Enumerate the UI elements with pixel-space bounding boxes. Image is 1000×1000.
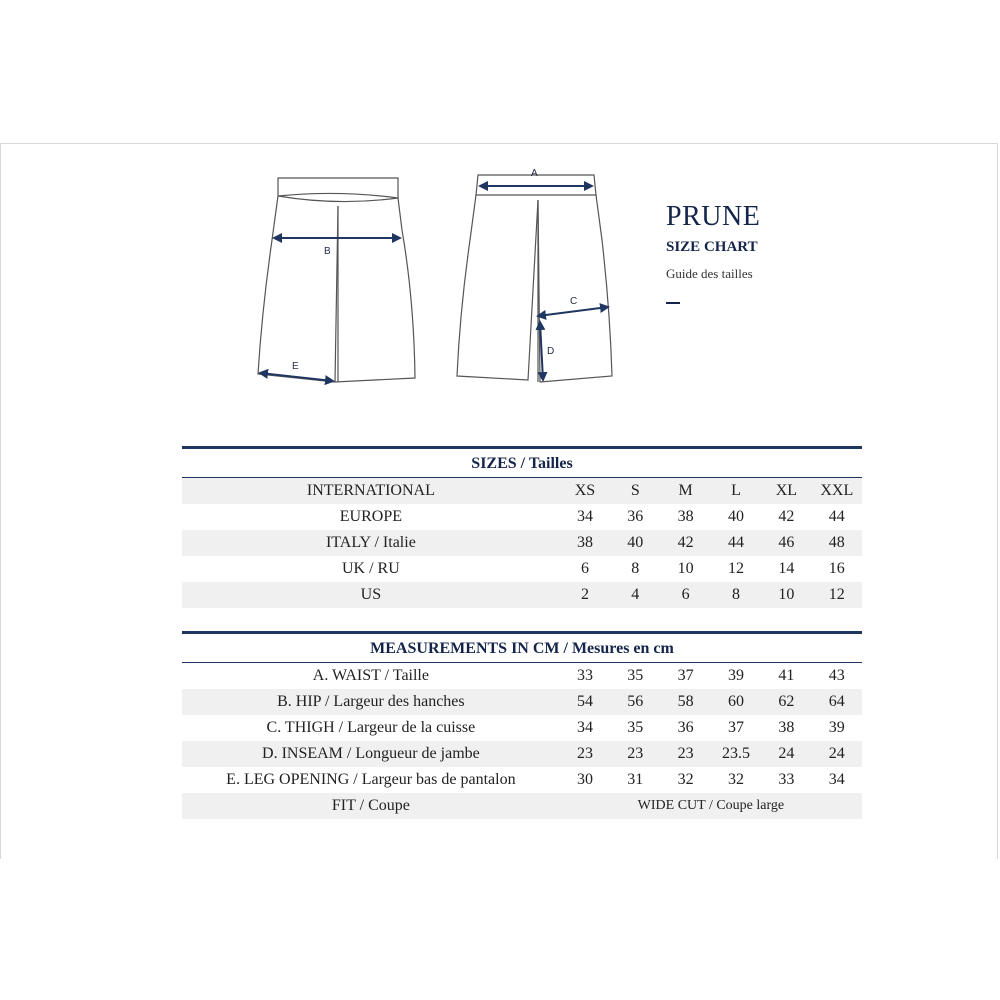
size-chart-subtitle-fr: Guide des tailles: [666, 266, 753, 281]
cell-value: 44: [828, 508, 845, 525]
row-label: A. WAIST / Taille: [312, 667, 429, 684]
measure-label-b: B: [324, 246, 331, 257]
cell-value: 36: [677, 719, 694, 736]
sizes-table-title: SIZES / Tailles: [182, 448, 862, 478]
cell-value: 35: [627, 719, 644, 736]
cell-value: 42: [660, 530, 710, 556]
cell-value: 35: [627, 667, 644, 684]
cell-value: 39: [828, 719, 845, 736]
cell-value: 34: [828, 771, 845, 788]
cell-value: 40: [610, 530, 660, 556]
cell-value: XS: [560, 478, 610, 505]
cell-value: XL: [761, 478, 811, 505]
row-label: US: [182, 582, 560, 608]
cell-value: 62: [761, 689, 811, 715]
cell-value: 23.5: [711, 741, 761, 767]
cell-value: 6: [660, 582, 710, 608]
cell-value: XXL: [812, 478, 862, 505]
cell-value: 64: [812, 689, 862, 715]
cell-value: 23: [560, 741, 610, 767]
table-row: [182, 663, 862, 690]
cell-value: 30: [576, 771, 593, 788]
table-row: [182, 715, 862, 741]
cell-value: 4: [610, 582, 660, 608]
cell-value: 54: [560, 689, 610, 715]
table-row: [182, 793, 862, 819]
measurements-table: [182, 631, 862, 819]
cell-value: 2: [560, 582, 610, 608]
cell-value: 23: [660, 741, 710, 767]
cell-value: 16: [828, 560, 845, 577]
brand-name: PRUNE: [666, 201, 761, 232]
cell-value: 48: [812, 530, 862, 556]
cell-value: 8: [711, 582, 761, 608]
row-label: D. INSEAM / Longueur de jambe: [182, 741, 560, 767]
table-row: [182, 504, 862, 530]
row-label: EUROPE: [339, 508, 402, 525]
measure-label-d: D: [547, 346, 555, 357]
cell-value: 34: [576, 508, 593, 525]
cell-value: 34: [576, 719, 593, 736]
measure-label-e: E: [292, 361, 299, 372]
cell-value: 43: [828, 667, 845, 684]
cell-value: 32: [728, 771, 745, 788]
cell-value: 23: [610, 741, 660, 767]
cell-value: 38: [560, 530, 610, 556]
row-label: E. LEG OPENING / Largeur bas de pantalon: [226, 771, 516, 788]
cell-value: 44: [711, 530, 761, 556]
row-label: INTERNATIONAL: [182, 478, 560, 505]
table-row: [182, 689, 862, 715]
title-block: [666, 201, 760, 304]
cell-value: M: [660, 478, 710, 505]
cell-value: 37: [728, 719, 745, 736]
cell-value: 39: [728, 667, 745, 684]
cell-value: 38: [778, 719, 795, 736]
measure-label-a: A: [531, 168, 538, 179]
cell-value: 12: [812, 582, 862, 608]
cell-value: 24: [812, 741, 862, 767]
cell-value: 6: [580, 560, 589, 577]
fit-label: FIT / Coupe: [182, 793, 560, 819]
sizes-table: [182, 446, 862, 608]
table-row: [182, 478, 862, 505]
cell-value: 40: [728, 508, 745, 525]
measure-line-c: [538, 307, 608, 316]
cell-value: 46: [761, 530, 811, 556]
table-row: [182, 530, 862, 556]
measure-line-e: [260, 373, 333, 381]
table-row: [182, 582, 862, 608]
shorts-diagram: [0, 0, 1000, 440]
cell-value: 37: [677, 667, 694, 684]
measure-label-c: C: [570, 296, 578, 307]
cell-value: 24: [761, 741, 811, 767]
size-chart-title: SIZE CHART: [666, 239, 758, 255]
cell-value: 56: [610, 689, 660, 715]
cell-value: 32: [677, 771, 694, 788]
table-row: [182, 556, 862, 582]
cell-value: S: [610, 478, 660, 505]
cell-value: 36: [627, 508, 644, 525]
table-row: [182, 741, 862, 767]
cell-value: 41: [778, 667, 795, 684]
cell-value: 8: [631, 560, 640, 577]
cell-value: 58: [660, 689, 710, 715]
shorts-back-view: [457, 175, 612, 382]
cell-value: 10: [761, 582, 811, 608]
row-label: B. HIP / Largeur des hanches: [182, 689, 560, 715]
cell-value: L: [711, 478, 761, 505]
cell-value: 42: [778, 508, 795, 525]
cell-value: 12: [728, 560, 745, 577]
cell-value: 31: [627, 771, 644, 788]
measurements-table-title: MEASUREMENTS IN CM / Mesures en cm: [182, 633, 862, 663]
cell-value: 38: [677, 508, 694, 525]
cell-value: 60: [711, 689, 761, 715]
row-label: ITALY / Italie: [182, 530, 560, 556]
cell-value: 33: [778, 771, 795, 788]
cell-value: 33: [576, 667, 593, 684]
shorts-front-view: [258, 178, 415, 382]
fit-value: WIDE CUT / Coupe large: [560, 793, 862, 819]
cell-value: 10: [677, 560, 694, 577]
row-label: C. THIGH / Largeur de la cuisse: [266, 719, 476, 736]
row-label: UK / RU: [341, 560, 400, 577]
table-row: [182, 767, 862, 793]
cell-value: 14: [778, 560, 795, 577]
title-dash: [666, 302, 680, 304]
